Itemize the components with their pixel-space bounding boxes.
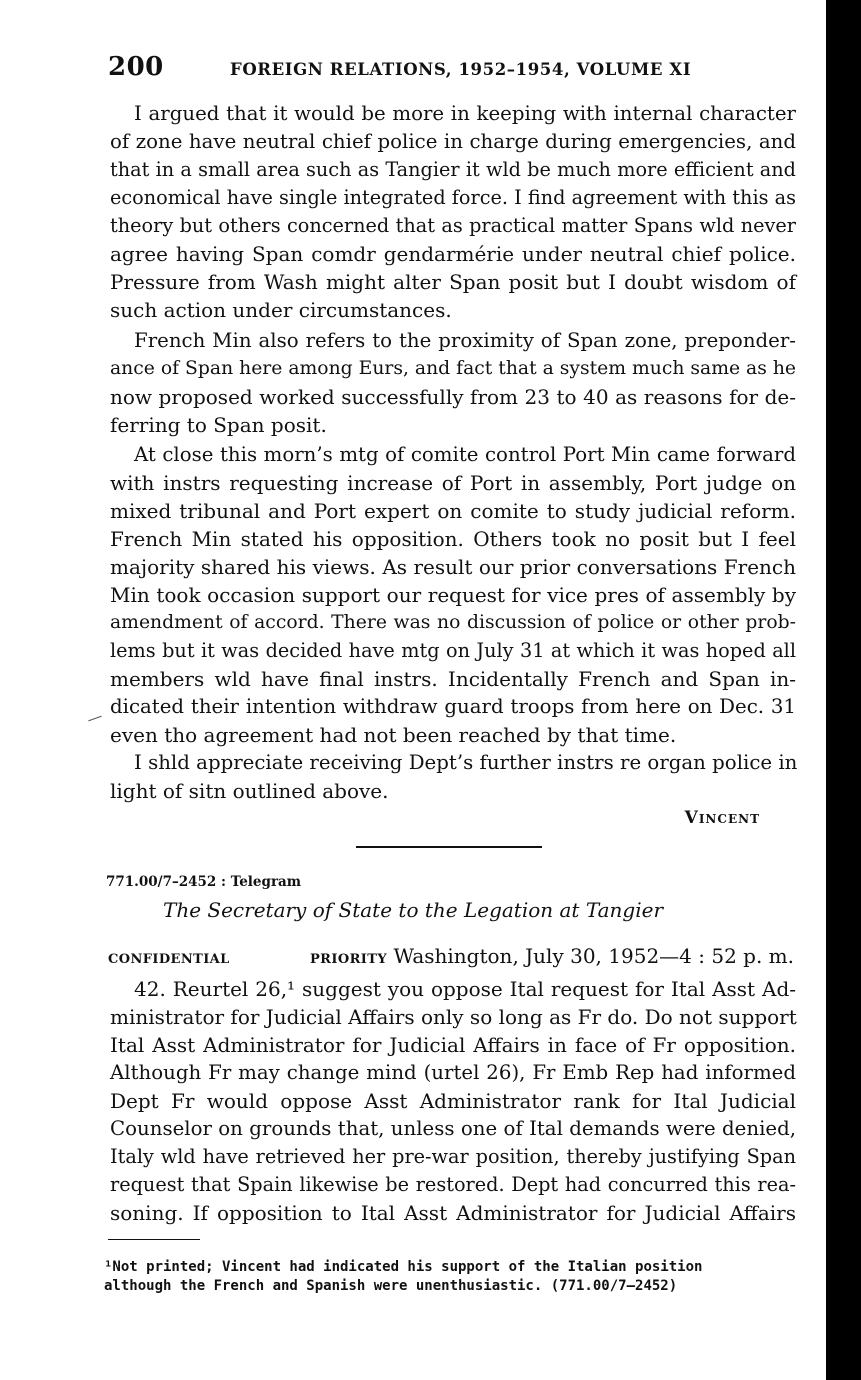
telegram-line: 42. Reurtel 26,¹ suggest you oppose Ital request for Ital Asst Ad- — [134, 977, 796, 1001]
body-line: lems but it was decided have mtg on July 31 at which it was hoped all — [110, 639, 796, 662]
body-line: that in a small area such as Tangier it wld be much more efficient and — [110, 158, 796, 181]
body-line: economical have single integrated force. I find agreement with this as — [110, 186, 796, 209]
telegram-line: request that Spain likewise be restored. Dept had concurred this rea- — [110, 1173, 796, 1196]
body-line: theory but others concerned that as practical matter Spans wld never — [110, 214, 796, 237]
body-line: dicated their intention withdraw guard troops from here on Dec. 31 — [110, 695, 796, 718]
telegram-line: Italy wld have retrieved her pre-war position, thereby justifying Span — [110, 1145, 796, 1168]
telegram-line: ministrator for Judicial Affairs only so long as Fr do. Do not support — [110, 1005, 797, 1029]
body-line: mixed tribunal and Port expert on comite to study judicial reform. — [110, 499, 796, 523]
document-reference: 771.00/7–2452 : Telegram — [106, 874, 302, 890]
body-line: Min took occasion support our request for vice pres of assembly by — [110, 583, 796, 607]
body-line: At close this morn’s mtg of comite control Port Min came forward — [134, 443, 796, 466]
footnote-line: although the French and Spanish were unenthusiastic. (771.00/7–2452) — [104, 1278, 678, 1294]
page-header — [108, 52, 798, 86]
document-title: The Secretary of State to the Legation at Tangier — [162, 898, 664, 922]
classification-label: CONFIDENTIAL — [108, 952, 230, 967]
dateline: Washington, July 30, 1952—4 : 52 p. m. — [393, 944, 794, 968]
footnote-rule — [108, 1239, 200, 1240]
body-line: members wld have final instrs. Incidentally French and Span in- — [110, 667, 796, 691]
body-line: of zone have neutral chief police in charge during emergencies, and — [110, 130, 796, 153]
body-line: agree having Span comdr gendarmérie under neutral chief police. — [110, 242, 796, 266]
telegram-line: Counselor on grounds that, unless one of Ital demands were denied, — [110, 1117, 796, 1140]
telegram-line: Ital Asst Administrator for Judicial Affairs in face of Fr opposition. — [110, 1033, 796, 1057]
classification-row — [108, 944, 798, 974]
body-line: ance of Span here among Eurs, and fact that a system much same as he — [110, 358, 796, 379]
body-line: light of sitn outlined above. — [110, 779, 389, 803]
telegram-line: soning. If opposition to Ital Asst Administrator for Judicial Affairs — [110, 1201, 796, 1225]
body-line: Pressure from Wash might alter Span posit but I doubt wisdom of — [110, 270, 796, 294]
telegram-line: Dept Fr would oppose Asst Administrator rank for Ital Judicial — [110, 1089, 796, 1113]
running-title: FOREIGN RELATIONS, 1952–1954, VOLUME XI — [230, 60, 692, 79]
body-line: amendment of accord. There was no discussion of police or other prob- — [110, 612, 796, 633]
body-line: French Min also refers to the proximity of Span zone, preponder- — [134, 329, 796, 352]
margin-mark — [88, 716, 101, 722]
footnote-line: ¹Not printed; Vincent had indicated his support of the Italian position — [104, 1259, 703, 1275]
page-number: 200 — [108, 52, 164, 82]
priority-label: PRIORITY — [310, 952, 388, 967]
body-line: with instrs requesting increase of Port in assembly, Port judge on — [110, 471, 796, 495]
body-line: majority shared his views. As result our prior conversations French — [110, 555, 796, 579]
body-line: French Min stated his opposition. Others took no posit but I feel — [110, 527, 796, 551]
signature: Vincent — [684, 808, 760, 828]
body-line: even tho agreement had not been reached by that time. — [110, 723, 677, 747]
body-line: I shld appreciate receiving Dept’s further instrs re organ police in — [134, 751, 798, 774]
body-line: now proposed worked successfully from 23 to 40 as reasons for de- — [110, 385, 796, 409]
body-line: ferring to Span posit. — [110, 413, 327, 437]
telegram-line: Although Fr may change mind (urtel 26), Fr Emb Rep had informed — [110, 1061, 796, 1084]
section-divider — [356, 846, 542, 848]
body-line: such action under circumstances. — [110, 298, 452, 322]
body-line: I argued that it would be more in keeping with internal character — [134, 102, 796, 125]
